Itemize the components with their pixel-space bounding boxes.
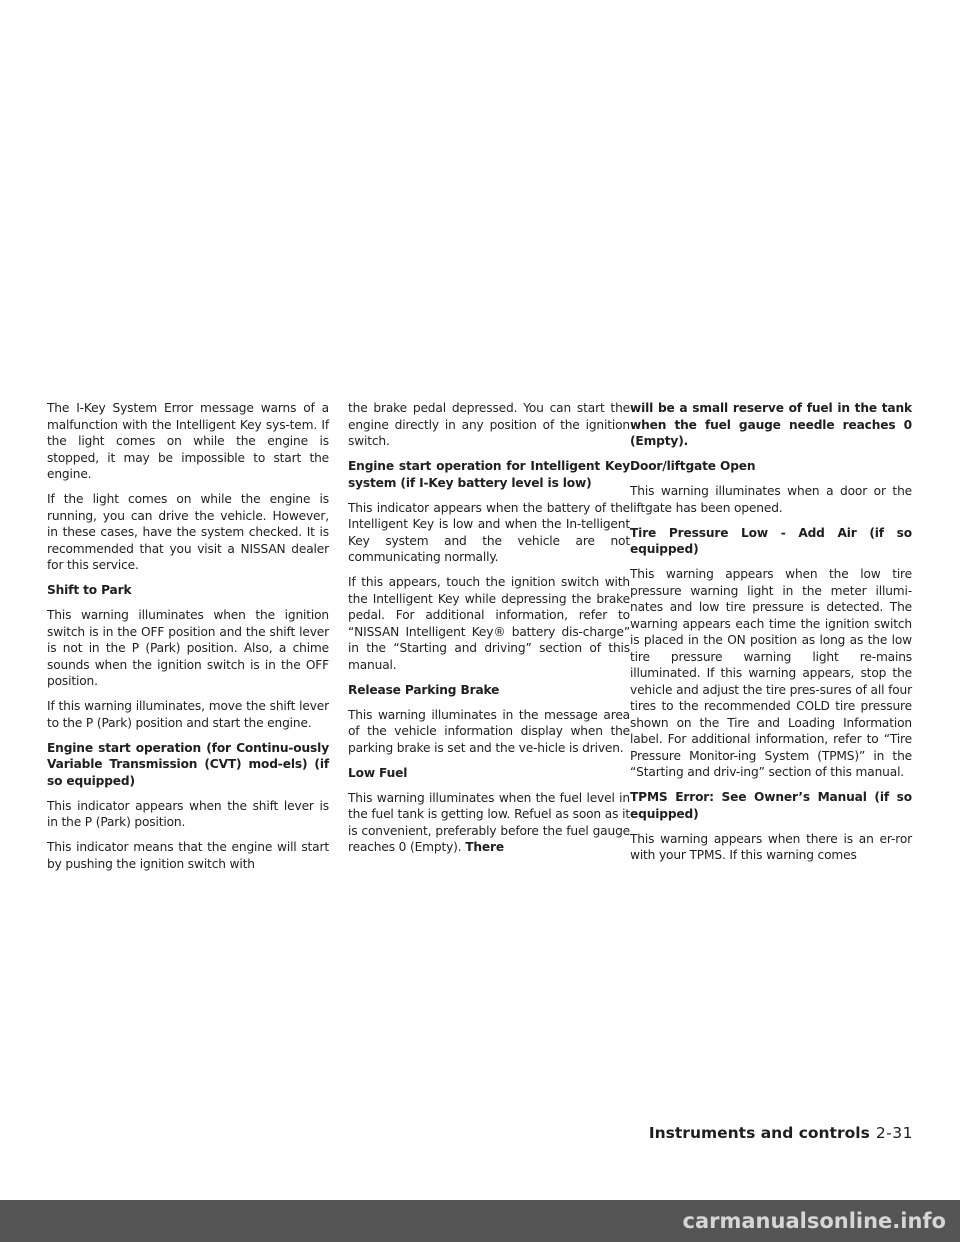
page-footer [649,1124,913,1142]
section-heading: Release Parking Brake [348,682,500,697]
footer-section-title: Instruments and controls [648,1124,870,1142]
paragraph: This warning illuminates when a door or the liftgate has been opened. [630,484,912,515]
paragraph: the brake pedal depressed. You can start the engine directly in any position of the ignition switch. [348,401,630,448]
section-heading: Engine start operation (for Continu-ously Variable Transmission (CVT) mod-els) (if so equipped) [47,740,329,788]
paragraph: If this warning illuminates, move the shift lever to the P (Park) position and start the engine. [47,699,329,730]
paragraph: This indicator appears when the shift lever is in the P (Park) position. [47,798,329,829]
paragraph: This indicator appears when the battery of the Intelligent Key is low and when the In-telligent Key system and the vehicle are not communicating normally. [348,500,630,564]
watermark-banner: carmanualsonline.info [0,1200,960,1242]
page-number: 2-31 [875,1124,913,1142]
paragraph [348,790,630,856]
paragraph: This warning appears when there is an er-ror with your TPMS. If this warning comes [630,831,912,862]
bold-text: There [465,840,504,854]
paragraph: If the light comes on while the engine is running, you can drive the vehicle. However, in these cases, have the system checked. It is recommended that you visit a NISSAN dealer for this service. [47,492,329,572]
bold-paragraph: will be a small reserve of fuel in the tank when the fuel gauge needle reaches 0 (Empty). [630,401,912,448]
section-heading: Shift to Park [47,583,132,597]
paragraph: This warning illuminates in the message area of the vehicle information display when the parking brake is set and the ve-hicle is driven. [348,707,630,755]
section-heading: Engine start operation for Intelligent Key system (if I-Key battery level is low) [348,459,630,490]
text-column-3 [630,400,912,864]
section-heading: TPMS Error: See Owner’s Manual (if so equipped) [630,790,912,821]
paragraph: This warning illuminates when the ignition switch is in the OFF position and the shift lever is not in the P (Park) position. Also, a chime sounds when the ignition switch is in the OFF position. [47,608,329,688]
section-heading: Low Fuel [348,765,408,780]
paragraph: If this appears, touch the ignition switch with the Intelligent Key while depressing the brake pedal. For additional information, refer to “NISSAN Intelligent Key® battery dis-charge” in the “Starting and driving” section of this manual. [348,575,630,672]
paragraph: This indicator means that the engine will start by pushing the ignition switch with [47,840,329,871]
paragraph: The I-Key System Error message warns of a malfunction with the Intelligent Key sys-tem. If the light comes on while the engine is stopped, it may be impossible to start the engine. [47,401,329,481]
section-heading: Door/liftgate Open [630,459,756,473]
text-column-2 [348,400,630,856]
paragraph-text: This warning illuminates when the fuel level in the fuel tank is getting low. Refuel as soon as it is convenient, preferably before the fuel gauge reaches 0 (Empty). [348,790,630,854]
paragraph: This warning appears when the low tire pressure warning light in the meter illumi-nates and low tire pressure is detected. The warning appears each time the ignition switch is placed in the ON position as long as the low tire pressure warning light re-mains illuminated. If this warning appears, stop the vehicle and adjust the tire pres-sures of all four tires to the recommended COLD tire pressure shown on the Tire and Loading Information label. For additional information, refer to “Tire Pressure Monitor-ing System (TPMS)” in the “Starting and driv-ing” section of this manual. [630,567,912,779]
text-column-1 [47,400,329,872]
section-heading: Tire Pressure Low - Add Air (if so equipped) [630,525,912,556]
